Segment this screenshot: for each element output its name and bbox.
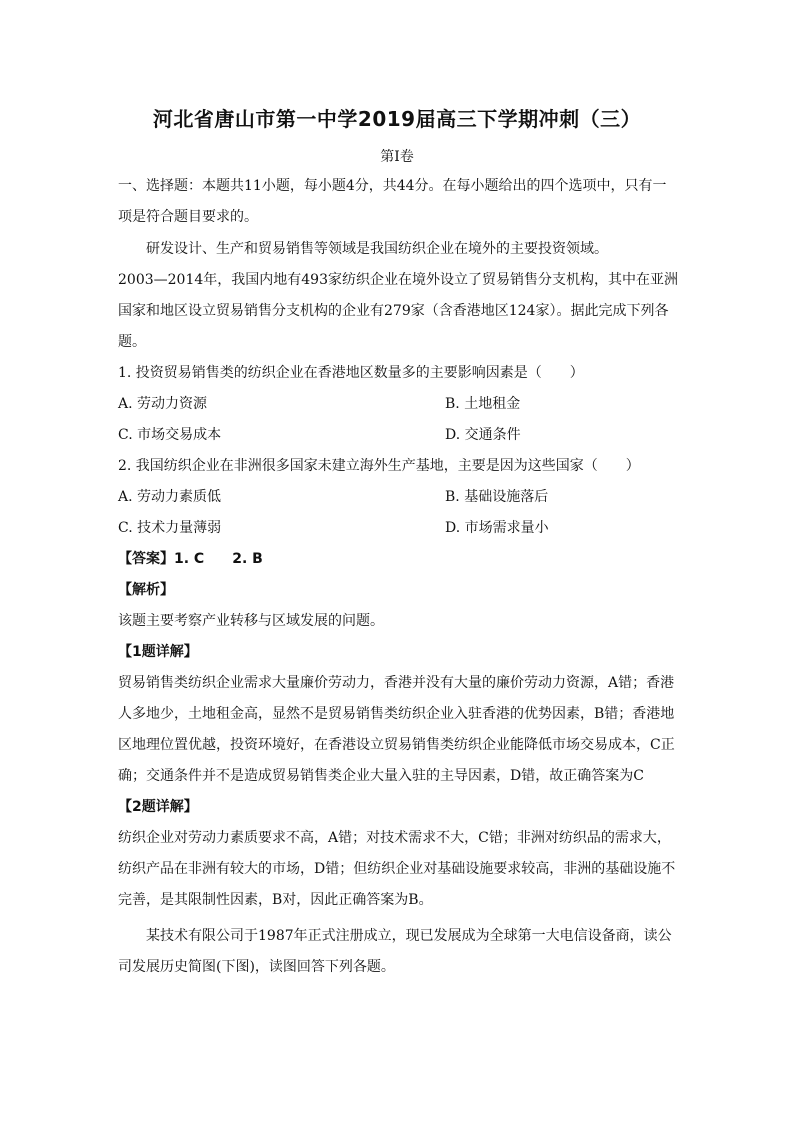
detail-2-heading: 【2题详解】 — [118, 799, 198, 815]
analysis-heading: 【解析】 — [118, 582, 174, 598]
detail-2-line-2: 纺织产品在非洲有较大的市场，D错；但纺织企业对基础设施要求较高，非洲的基础设施不 — [118, 861, 676, 877]
question-1-option-a: A. 劳动力资源 — [118, 396, 208, 412]
intro-line-4: 题。 — [118, 334, 146, 350]
question-2-option-c: C. 技术力量薄弱 — [118, 520, 222, 536]
question-2-option-a: A. 劳动力素质低 — [118, 489, 222, 505]
volume-label: 第I卷 — [380, 149, 414, 165]
next-passage-line-2: 司发展历史简图(下图)，读图回答下列各题。 — [118, 959, 395, 975]
intro-line-1: 研发设计、生产和贸易销售等领域是我国纺织企业在境外的主要投资领域。 — [146, 241, 608, 257]
detail-1-line-3: 区地理位置优越，投资环境好，在香港设立贸易销售类纺织企业能降低市场交易成本，C正 — [118, 737, 675, 753]
question-1-option-b: B. 土地租金 — [445, 396, 521, 412]
detail-1-line-1: 贸易销售类纺织企业需求大量廉价劳动力，香港并没有大量的廉价劳动力资源，A错；香港 — [118, 675, 675, 691]
question-1: 1. 投资贸易销售类的纺织企业在香港地区数量多的主要影响因素是（ ） — [118, 365, 584, 381]
intro-line-2: 2003—2014年，我国内地有493家纺织企业在境外设立了贸易销售分支机构，其中在亚洲 — [118, 272, 678, 288]
next-passage-line-1: 某技术有限公司于1987年正式注册成立，现已发展成为全球第一大电信设备商，读公 — [146, 928, 672, 944]
analysis-text: 该题主要考察产业转移与区域发展的问题。 — [118, 613, 384, 629]
detail-1-line-2: 人多地少，土地租金高，显然不是贸易销售类纺织企业入驻香港的优势因素，B错；香港地 — [118, 706, 675, 722]
section-heading-line-1: 一、选择题：本题共11小题，每小题4分，共44分。在每小题给出的四个选项中，只有一 — [118, 178, 667, 194]
question-2-option-b: B. 基础设施落后 — [445, 489, 549, 505]
question-2-option-d: D. 市场需求量小 — [445, 520, 549, 536]
detail-2-line-3: 完善，是其限制性因素，B对，因此正确答案为B。 — [118, 892, 433, 908]
detail-1-heading: 【1题详解】 — [118, 644, 198, 660]
detail-2-line-1: 纺织企业对劳动力素质要求不高，A错；对技术需求不大，C错；非洲对纺织品的需求大， — [118, 830, 671, 846]
page-title: 河北省唐山市第一中学2019届高三下学期冲刺（三） — [152, 107, 642, 131]
intro-line-3: 国家和地区设立贸易销售分支机构的企业有279家（含香港地区124家）。据此完成下列各 — [118, 303, 669, 319]
answer-line: 【答案】1. C 2. B — [118, 551, 263, 567]
question-1-option-c: C. 市场交易成本 — [118, 427, 222, 443]
detail-1-line-4: 确；交通条件并不是造成贸易销售类企业大量入驻的主导因素，D错，故正确答案为C — [118, 768, 644, 784]
question-1-option-d: D. 交通条件 — [445, 427, 521, 443]
section-heading-line-2: 项是符合题目要求的。 — [118, 209, 258, 225]
question-2: 2. 我国纺织企业在非洲很多国家未建立海外生产基地，主要是因为这些国家（ ） — [118, 458, 640, 474]
